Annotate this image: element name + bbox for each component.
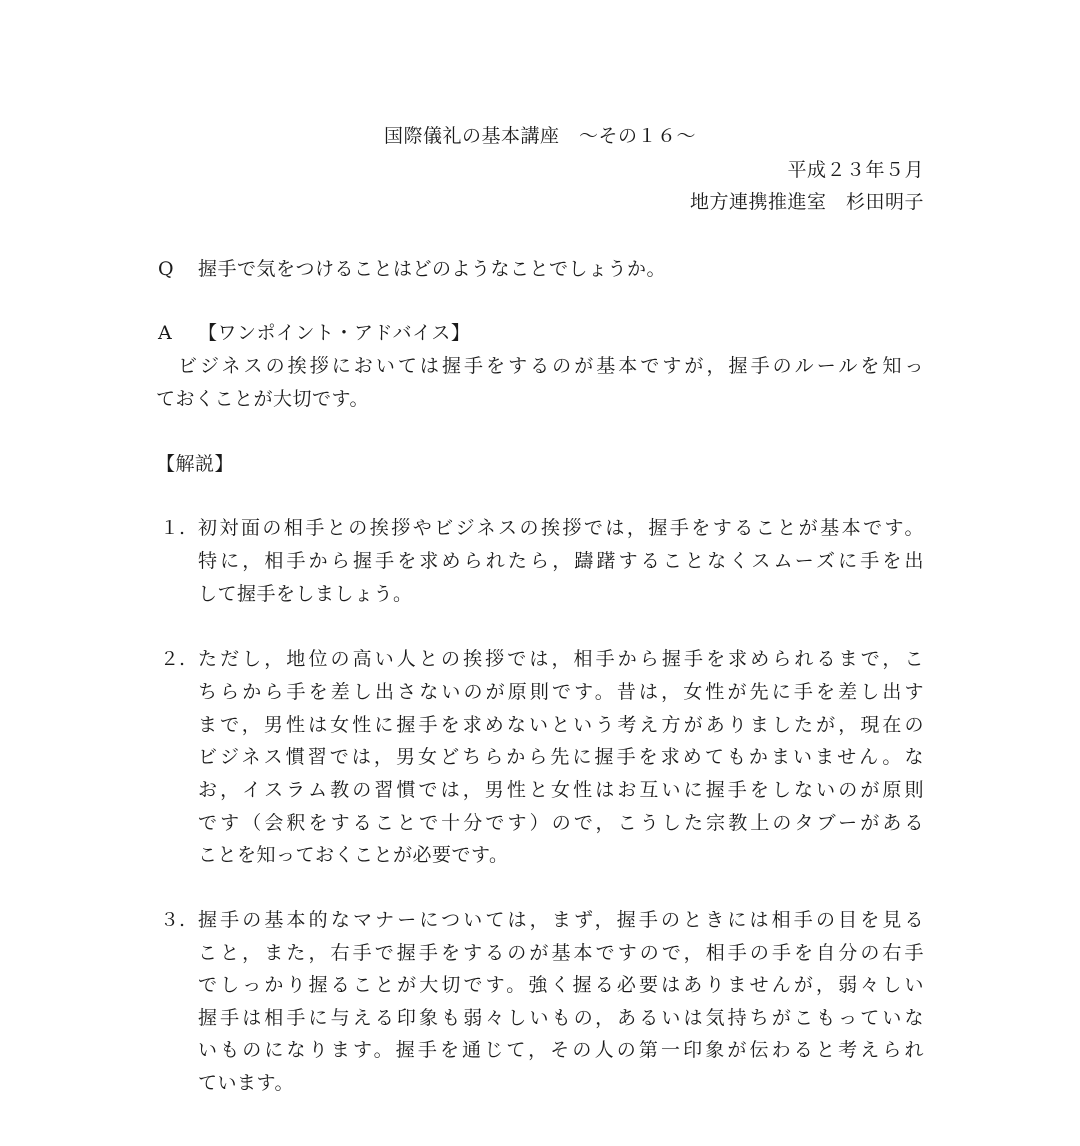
item-line: ビジネス慣習では，男女どちらから先に握手を求めてもかまいません。な [198, 746, 924, 768]
explanation-heading: 【解説】 [156, 453, 235, 475]
question-marker: Q [158, 258, 174, 280]
item-line: お，イスラム教の習慣では，男性と女性はお互いに握手をしないのが原則 [198, 779, 924, 801]
item-line: ちらから手を差し出さないのが原則です。昔は，女性が先に手を差し出す [198, 681, 924, 703]
answer-line: ておくことが大切です。 [156, 388, 369, 410]
item-line: こと，また，右手で握手をするのが基本ですので，相手の手を自分の右手 [198, 942, 924, 964]
answer-marker: A [158, 322, 172, 344]
item-line: 握手の基本的なマナーについては，まず，握手のときには相手の目を見る [198, 909, 924, 931]
item-line: 握手は相手に与える印象も弱々しいもの，あるいは気持ちがこもっていな [198, 1007, 924, 1029]
item-line: まで，男性は女性に握手を求めないという考え方がありましたが，現在の [198, 714, 924, 736]
document-author: 地方連携推進室 杉田明子 [689, 191, 924, 213]
item-line: 特に，相手から握手を求められたら，躊躇することなくスムーズに手を出 [198, 550, 924, 572]
item-line: いものになります。握手を通じて，その人の第一印象が伝わると考えられ [198, 1039, 924, 1061]
item-line: でしっかり握ることが大切です。強く握る必要はありませんが，弱々しい [198, 974, 924, 996]
item-number: ３. [160, 909, 186, 931]
item-line: 初対面の相手との挨拶やビジネスの挨拶では，握手をすることが基本です。 [198, 517, 924, 539]
answer-line: ビジネスの挨拶においては握手をするのが基本ですが，握手のルールを知っ [178, 355, 924, 377]
item-line: ただし，地位の高い人との挨拶では，相手から握手を求められるまで，こ [198, 648, 924, 670]
item-line: して握手をしましょう。 [198, 583, 413, 605]
item-number: １. [160, 517, 186, 539]
document-date: 平成２３年５月 [787, 159, 924, 181]
item-line: ています。 [198, 1072, 294, 1094]
answer-heading: 【ワンポイント・アドバイス】 [198, 322, 471, 344]
document-title: 国際儀礼の基本講座 ～その１６～ [383, 125, 696, 147]
item-line: です（会釈をすることで十分です）ので，こうした宗教上のタブーがある [198, 812, 924, 834]
item-line: ことを知っておくことが必要です。 [198, 844, 509, 866]
question-text: 握手で気をつけることはどのようなことでしょうか。 [198, 258, 667, 280]
item-number: ２. [160, 648, 186, 670]
